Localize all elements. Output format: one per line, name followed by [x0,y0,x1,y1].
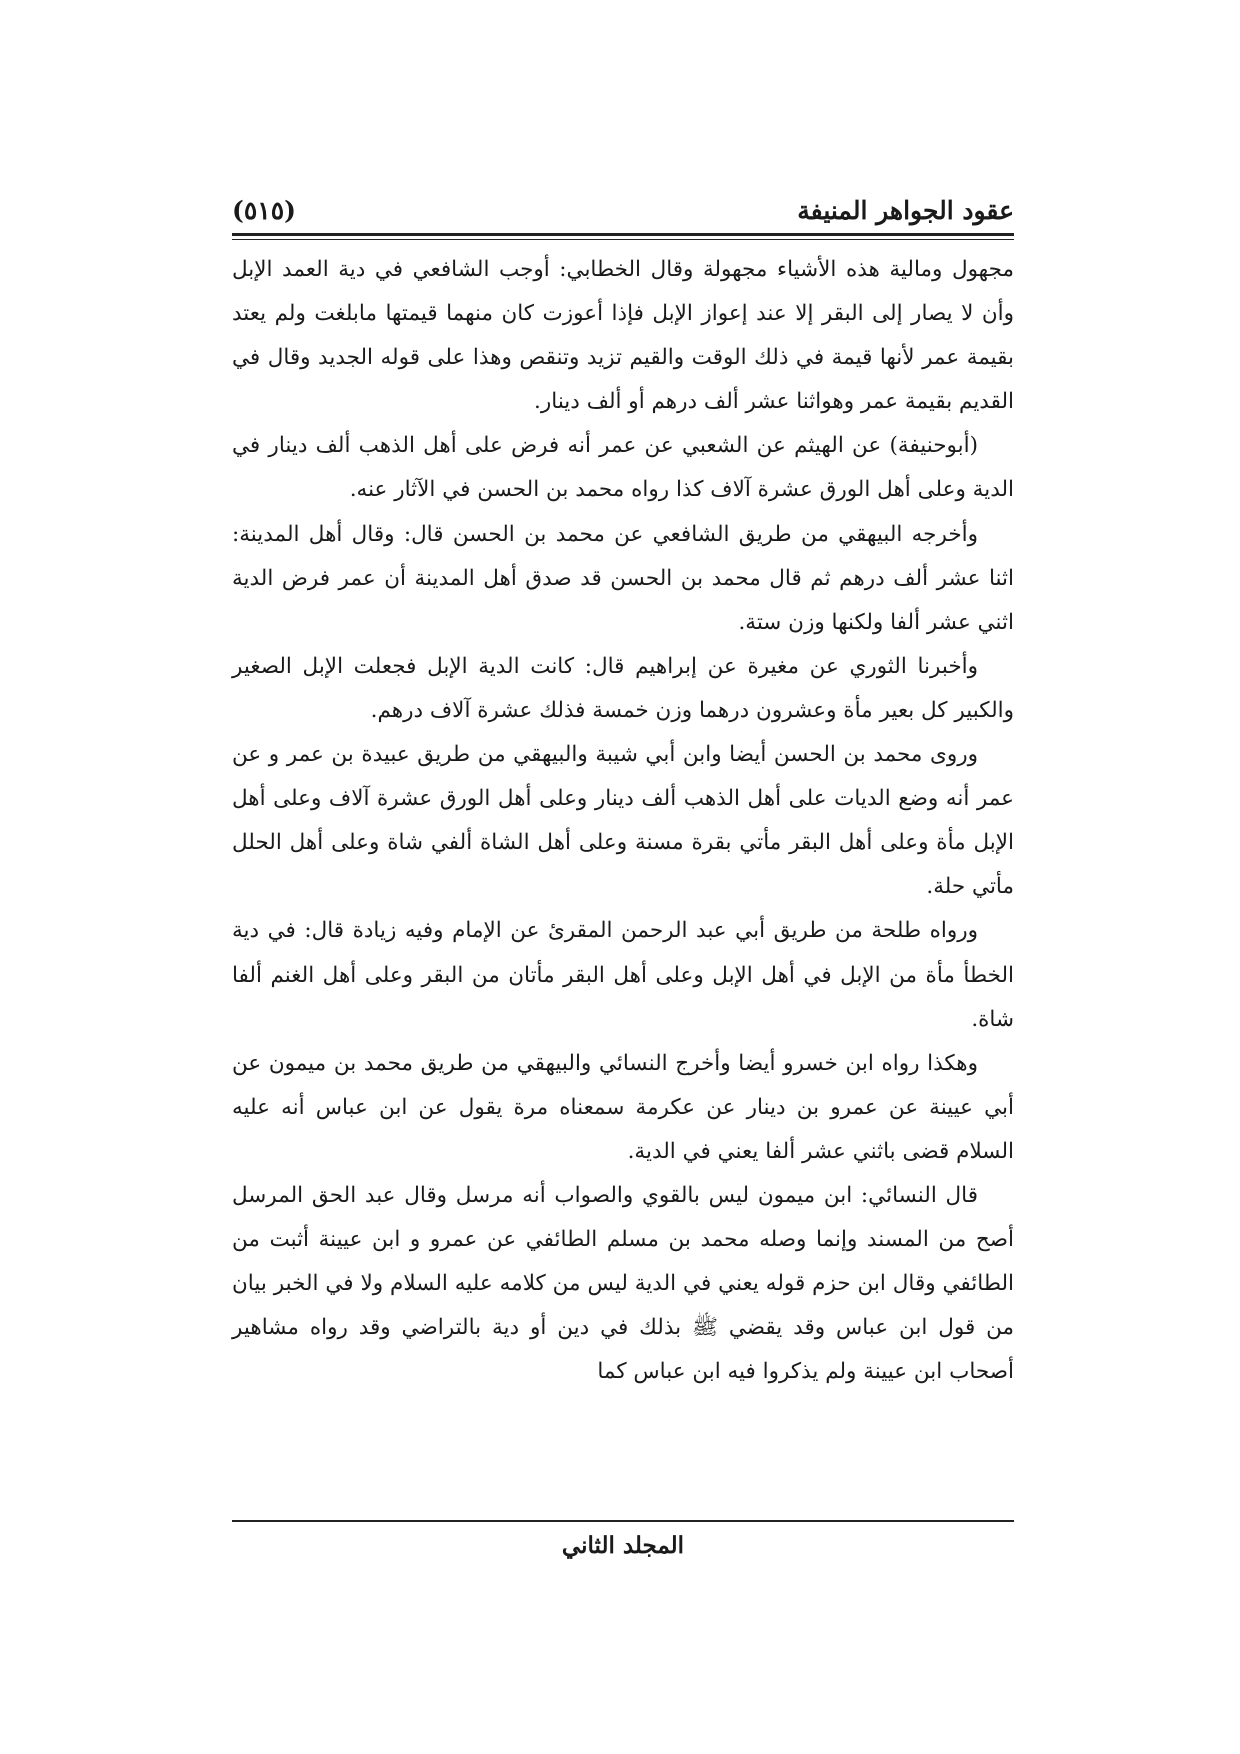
header-rule-thin [232,239,1014,240]
paragraph: وأخرجه البيهقي من طريق الشافعي عن محمد بن الحسن قال: وقال أهل المدينة: اثنا عشر ألف درهم ثم قال محمد بن الحسن قد صدق أهل المدينة أن عمر فرض الدية اثني عشر ألفا ولكنها وزن ستة. [232,521,1014,635]
paragraph: قال النسائي: ابن ميمون ليس بالقوي والصواب أنه مرسل وقال عبد الحق المرسل أصح من المسند وإنما وصله محمد بن مسلم الطائفي عن عمرو و ابن عيينة أثبت من الطائفي وقال ابن حزم قوله يعني في الدية ليس من كلامه عليه السلام ولا في الخبر بيان من قول ابن عباس وقد يقضي ﷺ بذلك في دين أو دية بالتراضي وقد رواه مشاهير أصحاب ابن عيينة ولم يذكروا فيه ابن عباس كما [232,1182,1014,1385]
paragraph: وأخبرنا الثوري عن مغيرة عن إبراهيم قال: كانت الدية الإبل فجعلت الإبل الصغير والكبير كل بعير مأة وعشرون درهما وزن خمسة فذلك عشرة آلاف درهم. [232,653,1014,723]
paragraph: (أبوحنيفة) عن الهيثم عن الشعبي عن عمر أنه فرض على أهل الذهب ألف دينار في الدية وعلى أهل الورق عشرة آلاف كذا رواه محمد بن الحسن في الآثار عنه. [232,433,1014,503]
page-number: (٥١٥) [232,195,296,225]
page-header [232,188,1014,232]
paragraph: وروى محمد بن الحسن أيضا وابن أبي شيبة والبيهقي من طريق عبيدة بن عمر و عن عمر أنه وضع الديات على أهل الذهب ألف دينار وعلى أهل الورق عشرة آلاف وعلى أهل الإبل مأة وعلى أهل البقر مأتي بقرة مسنة وعلى أهل الشاة ألفي شاة وعلى أهل الحلل مأتي حلة. [232,742,1014,900]
footer-rule [232,1520,1014,1522]
book-title: عقود الجواهر المنيفة [797,195,1014,225]
paragraph: مجهول ومالية هذه الأشياء مجهولة وقال الخطابي: أوجب الشافعي في دية العمد الإبل وأن لا يصار إلى البقر إلا عند إعواز الإبل فإذا أعوزت كان منهما قيمتها مابلغت ولم يعتد بقيمة عمر لأنها قيمة في ذلك الوقت والقيم تزيد وتنقص وهذا على قوله الجديد وقال في القديم بقيمة عمر وهواثنا عشر ألف درهم أو ألف دينار. [232,257,1014,415]
paragraph: ورواه طلحة من طريق أبي عبد الرحمن المقرئ عن الإمام وفيه زيادة قال: في دية الخطأ مأة من الإبل في أهل الإبل وعلى أهل البقر مأتان من البقر وعلى أهل الغنم ألفا شاة. [232,918,1014,1032]
paragraph: وهكذا رواه ابن خسرو أيضا وأخرج النسائي والبيهقي من طريق محمد بن ميمون عن أبي عيينة عن عمرو بن دينار عن عكرمة سمعناه مرة يقول عن ابن عباس أنه عليه السلام قضى باثني عشر ألفا يعني في الدية. [232,1050,1014,1164]
volume-label: المجلد الثاني [561,1532,685,1559]
header-rule-thick [232,233,1014,236]
body-text [232,248,1014,1394]
